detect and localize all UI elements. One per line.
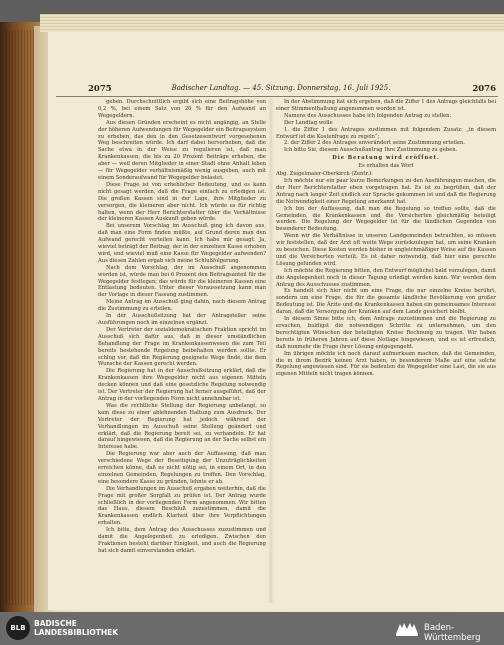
speech-paragraph: Ich möchte die Regierung bitten, den Entwurf möglichst bald vorzulegen, damit die Angelegenheit noch in dieser Tagung erledigt werden kann. Wir werden dem Antrag des Ausschusses zustimmen. <box>276 267 496 288</box>
top-page-stack <box>40 14 504 32</box>
left-paragraph: Was die rechtliche Stellung der Regierung anbelangt, so kam diese zu einer ablehnenden Haltung zum Ausdruck. Der Vertreter der Regierung hat jedoch während der Verhandlungen im Ausschuß seine Stellung geändert und erklärt, daß die Regierung bereit sei, zu verhandeln. Er hat darauf hingewiesen, daß die Regierung an der Sache selbst ein Interesse habe. <box>98 402 266 451</box>
speech-paragraph: Es handelt sich hier nicht um eine Frage, die nur einzelne Kreise berührt, sondern um eine Frage, die für die gesamte ländliche Bevölkerung von großer Bedeutung ist. Die Ärzte und die Krankenkassen haben ein gemeinsames Interesse daran, daß die Versorgung der Kranken auf dem Lande gesichert bleibt. <box>276 288 496 316</box>
speaker-intro: Es erhalten das Wort <box>358 163 414 170</box>
motion-paragraph: 2. der Ziffer 2 des Antrages unverändert seine Zustimmung erteilen. <box>284 140 465 147</box>
left-paragraph: Die Regierung hat in der Ausschußsitzung erklärt, daß die Krankenkassen ihre Wegegelder nicht aus eigenen Mitteln decken können und daß eine gesetzliche Regelung notwendig ist. Der Vertreter der Regierung hat ferner ausgeführt, daß der Antrag in der vorliegenden Form nicht annehmbar ist. <box>98 368 266 402</box>
speaker-name: Abg. Ziegelmaier-Oberkirch (Zentr.): <box>276 171 373 178</box>
left-paragraph: Der Vertreter der sozialdemokratischen Fraktion spricht im Ausschuß sich dafür aus, daß in dieser umständlichen Behandlung der Frage im Krankenkassenwesen die zum Teil bereits bestehende Regelung beibehalten werden sollte. Er schlug vor, daß die Regierung geeignete Wege finde, die dem Wunsche der Kassen gerecht werden. <box>98 326 266 368</box>
motion-paragraph: In der Abstimmung hat sich ergeben, daß die Ziffer 1 des Antrags gleichfalls bei einer Stimmenthaltung angenommen worden ist. <box>276 99 496 112</box>
left-paragraph: Meine Antrag im Ausschuß ging dahin, nach diesem Antrag die Zustimmung zu erteilen. <box>98 299 266 313</box>
motion-paragraph: Der Landtag wolle <box>284 119 333 126</box>
book-edge-texture <box>6 30 36 605</box>
motion-paragraph: Namens des Ausschusses habe ich folgenden Antrag zu stellen: <box>284 112 452 119</box>
motion-paragraph: 1. die Ziffer 1 des Antrages zustimmen mit folgendem Zusatz: „in diesem Entwurf ist die Kostenfrage zu regeln“; <box>276 126 496 140</box>
left-paragraph: Nach dem Vorschlag, der im Ausschuß angenommen worden ist, würde man bei 6 Prozent den Beitragsanteil für die Wegegelder festlegen; das würde für die kleineren Kassen eine Entlastung bedeuten. Unter dieser Voraussetzung kann man der Vorlage in dieser Fassung zustimmen. <box>98 264 266 299</box>
left-paragraph: Die Regierung war aber auch der Auffassung, daß man verschiedene Wege der Beseitigung der Unzuträglichkeiten erreichen könne, daß es nicht nötig sei, in einem Ort, in den einzelnen Gemeinden, Regelungen zu treffen. Den Vorschlag, eine besondere Kasse zu gründen, lehnte er ab. <box>98 451 266 485</box>
column-gutter <box>268 99 274 603</box>
footer-bar <box>0 612 504 645</box>
speech-paragraph: Im übrigen möchte ich noch darauf aufmerksam machen, daß die Gemeinden, die in ihrem Bezirk keinen Arzt haben, in besonderem Maße auf eine solche Regelung angewiesen sind. Für sie bedeuten die Wegegelder eine Last, die sie aus eigenen Mitteln nicht tragen können. <box>276 350 496 378</box>
left-paragraph: Aus diesen Gründen erscheint es nicht angängig, an Stelle der höheren Aufwendungen für Wegegelder ein Beitragssystem zu erheben, das den in den Gesetzesentwurf vorgesehenen Weg beschreiten würde. Ich darf dabei hervorheben, daß die Sache etwa in der Weise zu regulieren ist, daß man Krankenkassen, die bis zu 20 Prozent Beiträge erheben, die aber — weil deren Mitglieder in einer Stadt ohne Anhalt leben — für Wegegelder verhältnismäßig wenig ausgeben, auch mit einem Sonderaufwand für Wegegelder belastet. <box>98 119 266 181</box>
left-paragraph: Bei unserem Vorschlag im Ausschuß ging ich davon aus, daß man eine Form finden müßte, auf Grund deren man den Aufwand gerecht verteilen kann. Ich habe mir gesagt: Ja, wieviel beträgt der Beitrag, der in der einzelnen Kasse erhoben wird, und wieviel muß eine Kasse für Wegegelder aufwenden? Aus diesen Zahlen ergab sich meine Schlußfolgerung. <box>98 223 266 264</box>
left-paragraph: geben. Durchschnittlich ergibt sich eine Beitragshöhe von 0,2 %, bei einem Satz von 20 % für den Aufwand an Wegegeldern. <box>98 99 266 119</box>
left-page-number: 2075 <box>88 84 112 94</box>
left-paragraph: Die Verhandlungen im Ausschuß ergaben weiterhin, daß die Frage mit großer Sorgfalt zu prüfen ist. Der Antrag wurde schließlich in der vorliegenden Form angenommen. Wir bitten das Haus, diesem Beschluß zuzustimmen, damit die Krankenkassen endlich Klarheit über ihre Verpflichtungen erhalten. <box>98 485 266 527</box>
blb-logo[interactable]: BLB <box>6 616 30 640</box>
partner-name[interactable]: Baden-Württemberg <box>424 623 481 643</box>
left-paragraph: Diese Frage ist von erheblicher Bedeutung, und es kann nicht gesagt werden, daß die Frage einfach zu erledigen ist. Die großen Kassen sind in der Lage, ihre Mitglieder zu versorgen, die kleineren aber nicht. Ich würde es für richtig halten, wenn der Herr Berichterstatter über die Verhältnisse der kleineren Kassen Auskunft geben würde. <box>98 181 266 223</box>
library-name-line2: LANDESBIBLIOTHEK <box>34 628 119 637</box>
lions-crest-icon[interactable] <box>394 620 420 638</box>
right-column-top <box>276 99 496 154</box>
debate-opened: Die Beratung wird eröffnet. <box>332 155 440 162</box>
running-head: Badischer Landtag. — 45. Sitzung. Donnerstag, 16. Juli 1925. <box>171 84 391 92</box>
left-paragraph: In der Ausschußsitzung hat der Antragsteller seine Ausführungen noch im einzelnen ergänzt. <box>98 313 266 326</box>
speech-paragraph: Ich bin der Auffassung, daß man die Regelung so treffen sollte, daß die Gemeinden, die Krankenkassen und die Versicherten gleichmäßig beteiligt werden. Die Regelung der Wegegelder ist für die ländlichen Gegenden von besonderer Bedeutung. <box>276 205 496 233</box>
library-name-line1: BADISCHE <box>34 619 77 628</box>
left-paragraph: Ich bitte, dem Antrag des Ausschusses zuzustimmen und damit die Angelegenheit zu erledigen. Zwischen den Fraktionen besteht darüber Einigkeit, und auch die Regierung hat sich damit einverstanden erklärt. <box>98 527 266 554</box>
right-column-body <box>276 178 496 378</box>
speech-paragraph: In diesem Sinne bitte ich, dem Antrage zuzustimmen und die Regierung zu ersuchen, baldigst die notwendigen Schritte zu unternehmen, um den berechtigten Wünschen der beteiligten Kreise Rechnung zu tragen. Wir haben bereits in früheren Jahren auf diese Notlage hingewiesen, und es ist erfreulich, daß nunmehr die Frage ihrer Lösung entgegengeht. <box>276 316 496 350</box>
right-column <box>276 99 496 603</box>
motion-paragraph: Ich bitte Sie, diesem Ausschußantrag Ihre Zustimmung zu geben. <box>284 147 458 154</box>
header-rule <box>56 96 498 97</box>
right-page-number: 2076 <box>472 84 496 94</box>
speech-paragraph: Ich möchte nur ein paar kurze Bemerkungen zu den Ausführungen machen, die der Herr Berichterstatter eben vorgetragen hat. Es ist zu begrüßen, daß der Antrag nach langer Zeit endlich zur Sprache gekommen ist und daß die Regierung die Notwendigkeit einer Regelung anerkannt hat. <box>276 177 496 205</box>
speech-paragraph: Wenn wir die Verhältnisse in unseren Landgemeinden betrachten, so müssen wir feststellen, daß der Arzt oft weite Wege zurückzulegen hat, um seine Kranken zu besuchen. Diese Kosten werden bisher in ungleichmäßiger Weise auf die Kassen und die Versicherten verteilt. Es ist daher notwendig, daß hier eine gerechte Lösung gefunden wird. <box>276 233 496 267</box>
left-column <box>98 99 266 603</box>
library-name[interactable] <box>34 619 118 637</box>
